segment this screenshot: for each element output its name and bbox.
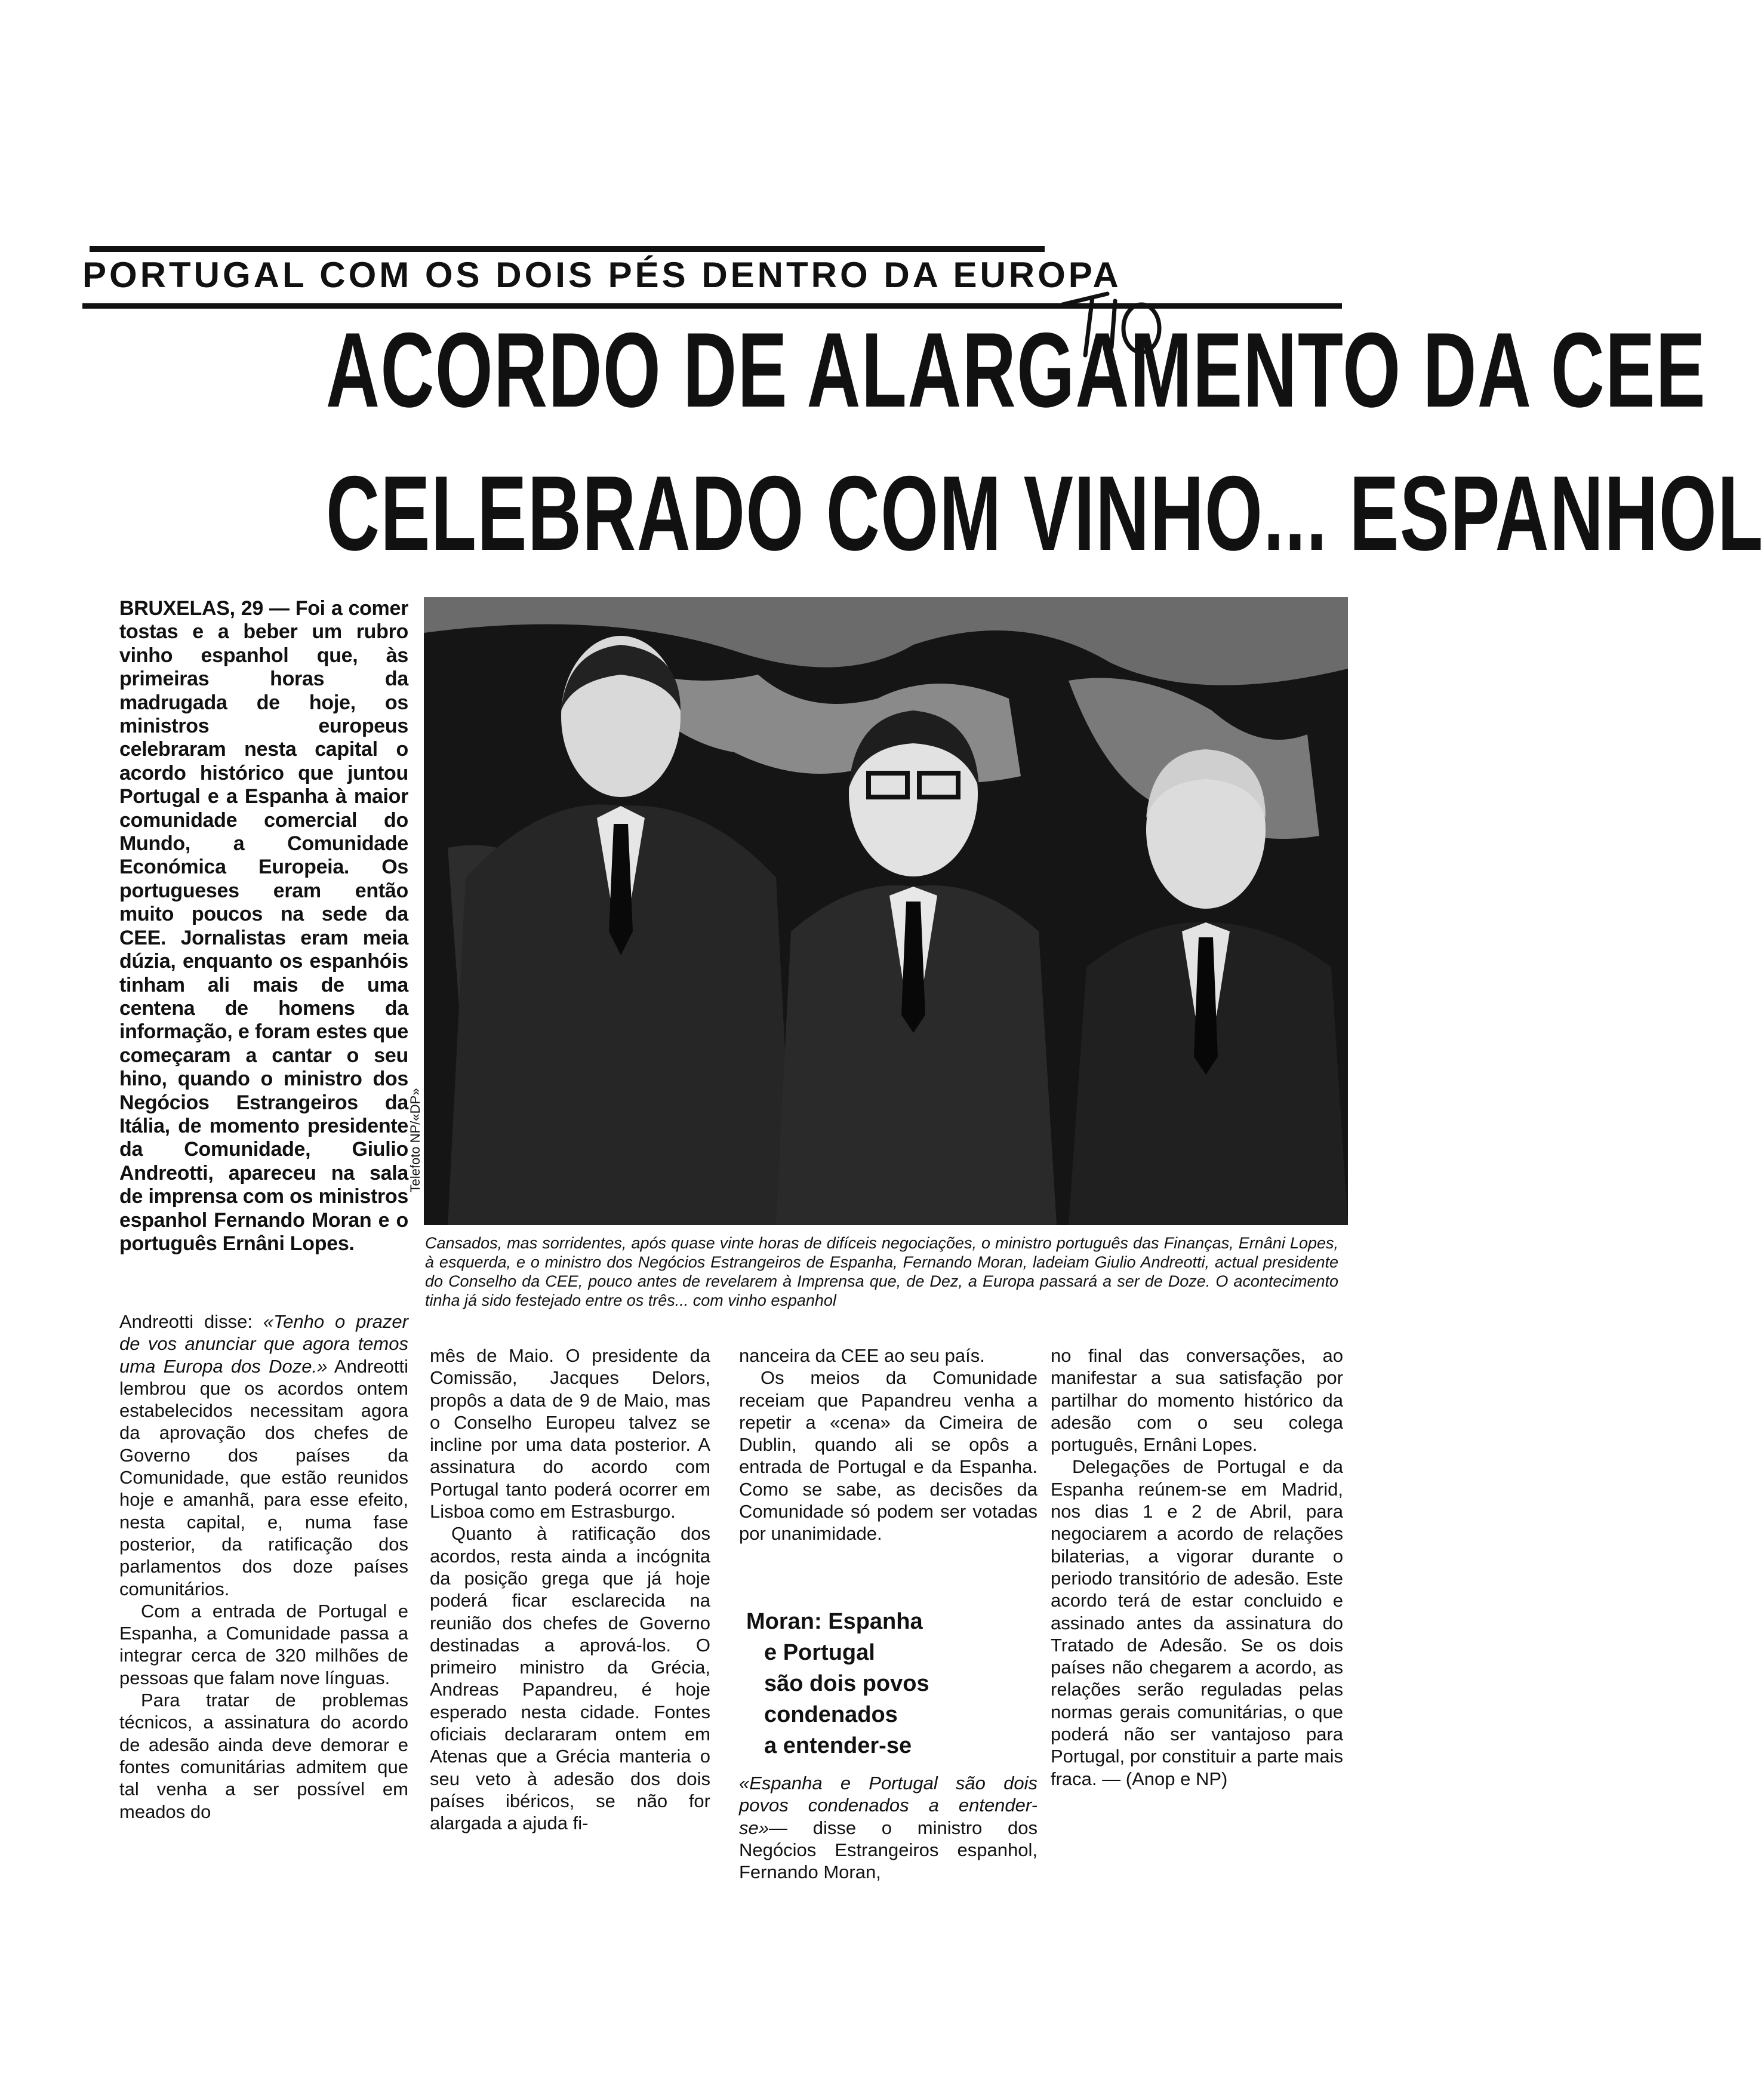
photo-caption: Cansados, mas sorridentes, após quase vinte horas de difíceis negociações, o ministro português das Finanças, Ernâni Lopes, à esquerda, e o ministro dos Negócios Estrangeiros de Espanha, Fernando Moran, ladeiam Giulio Andreotti, actual presidente do Conselho da CEE, pouco antes de revelarem à Imprensa que, de Dez, a Europa passará a ser de Doze. O acontecimento tinha já sido festejado entre os três... com vinho espanhol — [425, 1234, 1338, 1309]
column-4: no final das conversações, ao manifestar a sua satisfação por partilhar do momento histórico da adesão com o seu colega português, Ernâni Lopes. Delegações de Portugal e da Espanha reúnem-se em Madrid, nos dias 1 e 2 de Abril, para negociarem a acordo de relações bilaterias, a vigorar durante o periodo transitório de adesão. Este acordo terá de estar concluido e assinado antes da assinatura do Tratado de Adesão. Se os dois países não chegarem a acordo, as relações serão reguladas pelas normas gerais comunitárias, o que poderá não ser vantajoso para Portugal, por constituir a parte mais fraca. — (Anop e NP) — [1051, 1345, 1343, 1789]
column-1: Andreotti disse: «Tenho o prazer de vos anunciar que agora temos uma Europa dos Doze.» Andreotti lembrou que os acordos ontem estabelecidos necessitam agora da aprovação dos chefes de Governo dos países da Comunidade, que estão reunidos hoje e amanhã, para esse efeito, nesta capital, e, numa fase posterior, da ratificação dos parlamentos dos doze países comunitários. Com a entrada de Portugal e Espanha, a Comunidade passa a integrar cerca de 320 milhões de pessoas que falam nove línguas. Para tratar de problemas técnicos, a assinatura do acordo de adesão ainda deve demorar e fontes comunitárias admitem que tal venha a ser possível em meados do — [119, 1311, 408, 1822]
headline-line-1: ACORDO DE ALARGAMENTO DA CEE — [326, 310, 1707, 429]
handwritten-mark — [1051, 281, 1176, 364]
column-3: nanceira da CEE ao seu país. Os meios da Comunidade receiam que Papandreu venha a repetir a «cena» da Cimeira de Dublin, quando ali se opôs a entrada de Portugal e da Espanha. Como se sabe, as decisões da Comunidade só podem ser votadas por unanimidade. — [739, 1345, 1038, 1545]
top-rule — [90, 246, 1045, 252]
headline-line-2: CELEBRADO COM VINHO... ESPANHOL — [326, 454, 1764, 573]
column-3-continued: «Espanha e Portugal são dois povos condenados a entender-se»— disse o ministro dos Negócios Estrangeiros espanhol, Fernando Moran, — [739, 1773, 1038, 1883]
subheading: Moran: Espanha e Portugal são dois povos condenados a entender-se — [746, 1609, 929, 1758]
photo-credit: Telefoto NP/«DP» — [408, 1088, 423, 1193]
news-photo — [424, 597, 1348, 1225]
lead-paragraph: BRUXELAS, 29 — Foi a comer tostas e a beber um rubro vinho espanhol que, às primeiras horas da madrugada de hoje, os ministros europeus celebraram nesta capital o acordo histórico que juntou Portugal e a Espanha à maior comunidade comercial do Mundo, a Comunidade Económica Europeia. Os portugueses eram então muito poucos na sede da CEE. Jornalistas eram meia dúzia, enquanto os espanhóis tinham ali mais de uma centena de homens da informação, e foram estes que começaram a cantar o seu hino, quando o ministro dos Negócios Estrangeiros da Itália, de momento presidente da Comunidade, Giulio Andreotti, apareceu na sala de imprensa com os ministros espanhol Fernando Moran e o português Ernâni Lopes. — [119, 597, 408, 1255]
column-2: mês de Maio. O presidente da Comissão, Jacques Delors, propôs a data de 9 de Maio, mas o Conselho Europeu talvez se incline por uma data posterior. A assinatura do acordo com Portugal tanto poderá ocorrer em Lisboa como em Estrasburgo. Quanto à ratificação dos acordos, resta ainda a incógnita da posição grega que já hoje poderá ficar esclarecida na reunião dos chefes de Governo destinadas a aprová-los. O primeiro ministro da Grécia, Andreas Papandreu, é hoje esperado nesta cidade. Fontes oficiais declararam ontem em Atenas que a Grécia manteria o seu veto à adesão dos dois países ibéricos, se não for alargada a ajuda fi- — [430, 1345, 710, 1834]
kicker: PORTUGAL COM OS DOIS PÉS DENTRO DA EUROPA — [82, 255, 1122, 295]
